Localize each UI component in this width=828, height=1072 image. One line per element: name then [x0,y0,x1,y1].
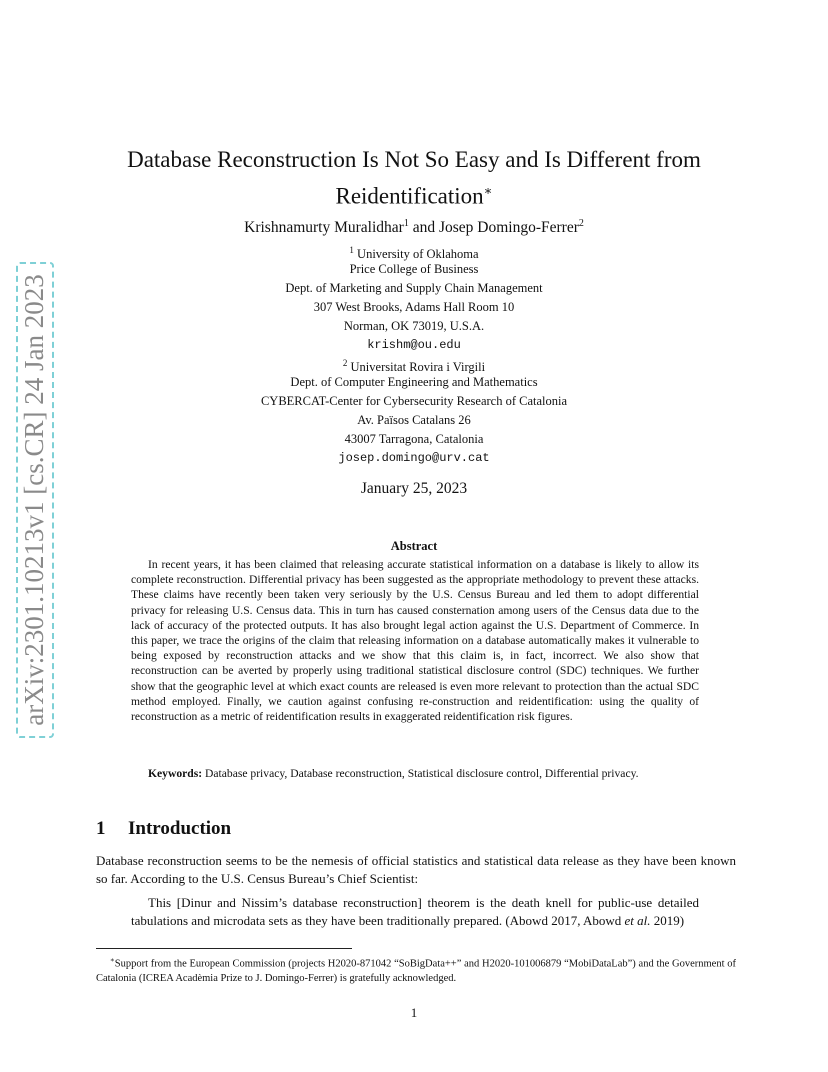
affil-1-line-5: Norman, OK 73019, U.S.A. [343,319,485,333]
affil-2-email[interactable]: josep.domingo@urv.cat [338,451,490,465]
keywords [131,766,699,781]
arxiv-identifier: arXiv:2301.10213v1 [cs.CR] 24 Jan 2023 [19,274,49,726]
page-number: 1 [410,1005,418,1020]
title-line-2: Reidentification∗ [335,183,493,209]
author-list: Krishnamurty Muralidhar$^1$ and Josep Domingo-Ferrer$^2$ [244,218,584,237]
affil-1-line-2: Price College of Business [349,262,479,276]
affil-1-line-3: Dept. of Marketing and Supply Chain Management [285,281,543,295]
affil-2-line-1: $^2$ Universitat Rovira i Virgili [342,358,486,375]
paper-title [90,144,738,212]
affil-2-line-5: 43007 Tarragona, Catalonia [344,432,484,446]
intro-paragraph: Database reconstruction seems to be the nemesis of official statistics and statistical data release as they have been known so far. According to the U.S. Census Bureau’s Chief Scientist: [96,853,736,886]
footnote-mark: ∗ [110,956,115,964]
paper-date: January 25, 2023 [360,480,468,497]
abstract-heading: Abstract [390,539,438,553]
section-number: 1 [96,818,106,839]
block-quote: This [Dinur and Nissim’s database reconstruction] theorem is the death knell for public-use detailed tabulations and microdata sets as they have been traditionally prepared. (Abowd 2017, Abowd et al. 2019) [131,895,699,928]
section-heading [96,818,231,840]
footnote: ∗Support from the European Commission (projects H2020-871042 “SoBigData++” and H2020-101006879 “MobiDataLab”) and the Government of Catalonia (ICREA Acadèmia Prize to J. Domingo-Ferrer) is gratefully acknowledged. [96,956,736,984]
keywords-label: Keywords: [148,767,203,780]
author-1: Krishnamurty Muralidhar [244,219,404,237]
affil-1-line-1: $^1$ University of Oklahoma [349,245,479,262]
title-footnote-mark: ∗ [483,183,493,198]
footnote-rule [96,948,352,949]
section-title: Introduction [128,818,232,839]
affil-2-line-2: Dept. of Computer Engineering and Mathematics [290,375,538,389]
affil-1-email[interactable]: krishm@ou.edu [367,338,461,352]
abstract-text: In recent years, it has been claimed that releasing accurate statistical information on a database is likely to allow its complete reconstruction. Differential privacy has been suggested as the appropriate methodology to prevent these attacks. These claims have recently been taken very seriously by the U.S. Census Bureau and led them to adopt differential privacy for releasing U.S. Census data. This in turn has caused consternation among users of the Census data due to the lack of accuracy of the protected outputs. It has also brought legal action against the U.S. Department of Commerce. In this paper, we trace the origins of the claim that releasing information on a database automatically makes it vulnerable to being exposed by reconstruction attacks and we show that this claim is, in fact, incorrect. We also show that reconstruction can be averted by properly using traditional statistical disclosure control (SDC) techniques. We further show that the geographic level at which exact counts are released is even more relevant to protection than the actual SDC method employed. Finally, we caution against confusing re-construction and reidentification: using the quality of reconstruction as a metric of reidentification results in exaggerated reidentification risk figures. [131,558,699,724]
author-2: Josep Domingo-Ferrer [438,219,579,237]
title-line-1: Database Reconstruction Is Not So Easy and Is Different from [127,147,701,172]
affil-1-line-4: 307 West Brooks, Adams Hall Room 10 [313,300,515,314]
keywords-text: Database privacy, Database reconstruction, Statistical disclosure control, Differential privacy. [202,767,639,780]
affil-2-line-3: CYBERCAT-Center for Cybersecurity Research of Catalonia [260,394,568,408]
affil-2-line-4: Av. Països Catalans 26 [357,413,471,427]
